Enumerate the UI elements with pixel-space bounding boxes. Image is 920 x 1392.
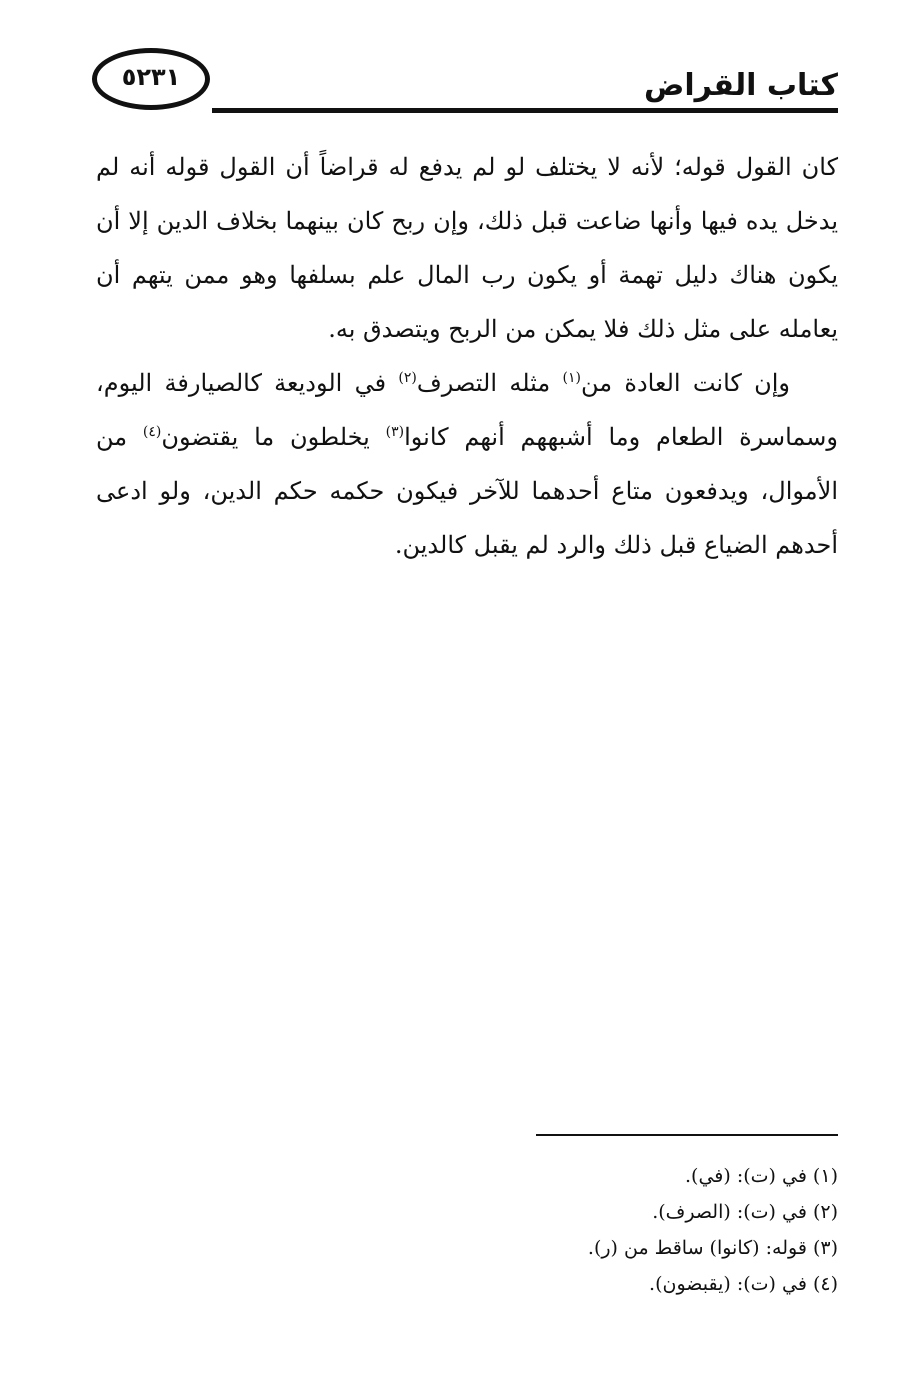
page-number: ٥٢٣١: [121, 63, 181, 91]
footnote-3: (٣) قوله: (كانوا) ساقط من (ر).: [587, 1237, 838, 1259]
paragraph-2-segment: من الأموال، ويدفعون متاع أحدهما للآخر فيكون حكمه حكم الدين، ولو ادعى أحدهم الضياع قبل ذلك والرد لم يقبل كالدين.: [96, 423, 838, 559]
paragraph-1: كان القول قوله؛ لأنه لا يختلف لو لم يدفع له قراضاً أن القول قوله أنه لم يدخل يده فيها وأنها ضاعت قبل ذلك، وإن ربح كان بينهما بخلاف الدين إلا أن يكون هناك دليل تهمة أو يكون رب المال علم بسلفها وهو ممن يتهم أن يعامله على مثل ذلك فلا يمكن من الربح ويتصدق به.: [96, 153, 838, 343]
footnote-ref-1[interactable]: (١): [562, 370, 581, 386]
paragraph-2-segment: يخلطون ما يقتضون: [161, 423, 386, 451]
footnote-ref-3[interactable]: (٣): [385, 424, 405, 440]
footnote-ref-2[interactable]: (٢): [398, 370, 417, 386]
footnote-1: (١) في (ت): (في).: [685, 1165, 838, 1187]
footnote-ref-4[interactable]: (٤): [142, 424, 162, 440]
footnote-2: (٢) في (ت): (الصرف).: [652, 1201, 838, 1223]
footnote-separator: [536, 1134, 838, 1136]
paragraph-2-segment: مثله التصرف: [416, 369, 563, 397]
book-title: كتاب القراض: [644, 68, 838, 103]
body-text: [96, 140, 838, 572]
header-rule: [212, 108, 838, 113]
footnotes: [238, 1158, 838, 1302]
page-header: [92, 46, 838, 116]
footnote-4: (٤) في (ت): (يقبضون).: [649, 1273, 838, 1295]
paragraph-2: [96, 356, 838, 572]
paragraph-2-segment: وإن كانت العادة من: [581, 369, 790, 397]
paragraph-2-segment: في الوديعة كالصيارفة اليوم، وسماسرة الطعام وما أشبههم أنهم كانوا: [96, 369, 838, 451]
